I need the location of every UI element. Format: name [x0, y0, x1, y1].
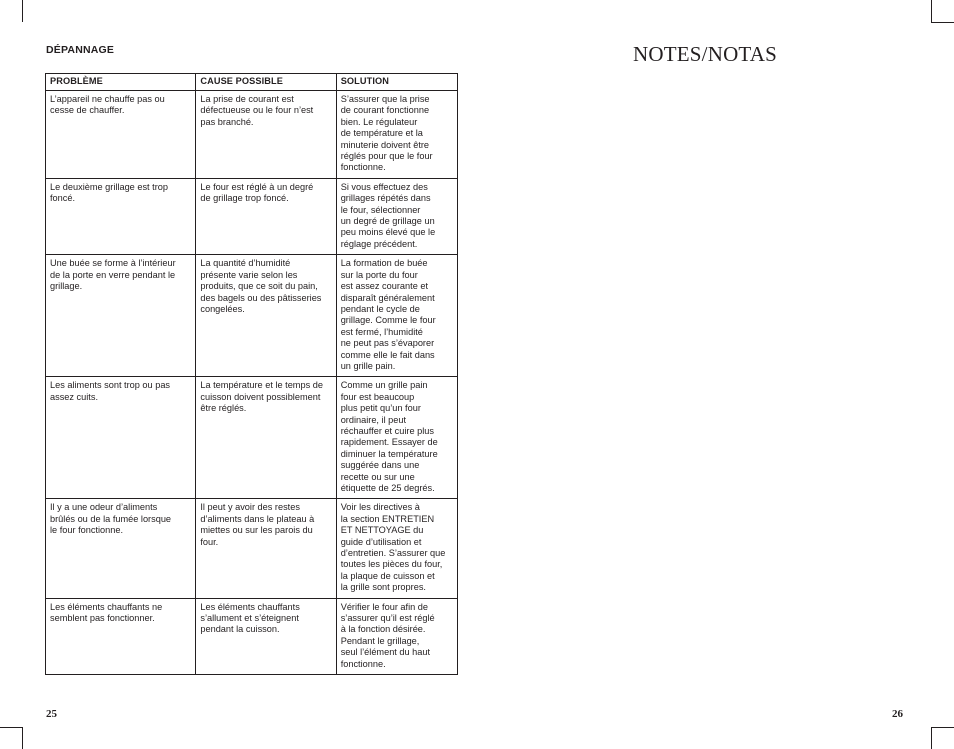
cause-cell: La quantité d’humidité présente varie selon les produits, que ce soit du pain, des bagels ou des pâtisseries congelées. — [196, 255, 336, 377]
header-problem: PROBLÈME — [46, 74, 196, 91]
crop-mark-top-right-h — [931, 22, 954, 23]
cause-cell: Il peut y avoir des restes d’aliments dans le plateau à miettes ou sur les parois du four. — [196, 499, 336, 598]
table-row — [46, 178, 458, 254]
page-number-right: 26 — [892, 708, 903, 720]
solution-cell: Voir les directives à la section ENTRETIEN ET NETTOYAGE du guide d’utilisation et d’entretien. S’assurer que toutes les pièces du four, la plaque de cuisson et la grille sont propres. — [336, 499, 457, 598]
table-row — [46, 91, 458, 179]
crop-mark-bottom-left-h — [0, 727, 22, 728]
problem-cell: Les éléments chauffants ne semblent pas fonctionner. — [46, 598, 196, 674]
problem-cell: Les aliments sont trop ou pas assez cuits. — [46, 377, 196, 499]
table-row — [46, 255, 458, 377]
problem-cell: Le deuxième grillage est trop foncé. — [46, 178, 196, 254]
problem-cell: Une buée se forme à l’intérieur de la porte en verre pendant le grillage. — [46, 255, 196, 377]
crop-mark-top-right — [931, 0, 932, 22]
page-number-left: 25 — [46, 708, 57, 720]
table-row — [46, 377, 458, 499]
solution-cell: Si vous effectuez des grillages répétés dans le four, sélectionner un degré de grillage un peu moins élevé que le réglage précédent. — [336, 178, 457, 254]
cause-cell: Le four est réglé à un degré de grillage trop foncé. — [196, 178, 336, 254]
solution-cell: Comme un grille pain four est beaucoup plus petit qu’un four ordinaire, il peut réchauffer et cuire plus rapidement. Essayer de diminuer la température suggérée dans une recette ou sur une étiquette de 25 degrés. — [336, 377, 457, 499]
cause-cell: La température et le temps de cuisson doivent possiblement être réglés. — [196, 377, 336, 499]
crop-mark-bottom-right-h — [931, 727, 954, 728]
notes-title: NOTES/NOTAS — [633, 42, 778, 66]
problem-cell: Il y a une odeur d’aliments brûlés ou de la fumée lorsque le four fonctionne. — [46, 499, 196, 598]
solution-cell: S’assurer que la prise de courant fonctionne bien. Le régulateur de température et la minuterie doivent être réglés pour que le four fonctionne. — [336, 91, 457, 179]
header-solution: SOLUTION — [336, 74, 457, 91]
solution-cell: La formation de buée sur la porte du four est assez courante et disparaît généralement pendant le cycle de grillage. Comme le four est fermé, l’humidité ne peut pas s’évaporer comme elle le fait dans un grille pain. — [336, 255, 457, 377]
crop-mark-bottom-left — [22, 727, 23, 749]
table-header-row — [46, 74, 458, 91]
table-row — [46, 598, 458, 674]
table-row — [46, 499, 458, 598]
cause-cell: Les éléments chauffants s’allument et s’éteignent pendant la cuisson. — [196, 598, 336, 674]
solution-cell: Vérifier le four afin de s’assurer qu’il est réglé à la fonction désirée. Pendant le grillage, seul l’élément du haut fonctionne. — [336, 598, 457, 674]
problem-cell: L’appareil ne chauffe pas ou cesse de chauffer. — [46, 91, 196, 179]
troubleshooting-table — [45, 73, 458, 675]
header-cause: CAUSE POSSIBLE — [196, 74, 336, 91]
crop-mark-bottom-right — [931, 727, 932, 749]
crop-mark-top-left — [22, 0, 23, 22]
cause-cell: La prise de courant est défectueuse ou le four n’est pas branché. — [196, 91, 336, 179]
section-title: DÉPANNAGE — [46, 44, 115, 56]
